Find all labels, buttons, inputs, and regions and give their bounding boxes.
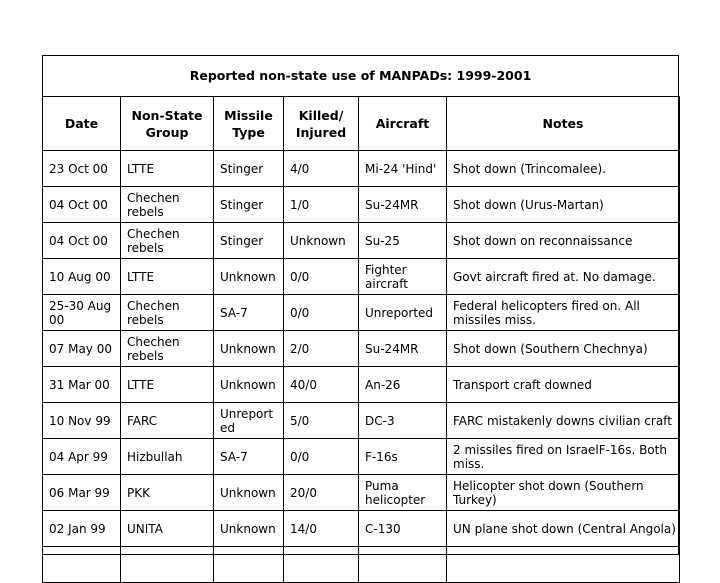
- header-missile: Missile Type: [214, 97, 284, 151]
- cell-aircraft: Su-24MR: [359, 187, 447, 223]
- cell-group: FARC: [121, 403, 214, 439]
- table-title: Reported non-state use of MANPADs: 1999-2001: [189, 68, 532, 83]
- cell-date: 07 May 00: [43, 331, 121, 367]
- table-row: [43, 475, 680, 511]
- cell-missile: SA-7: [214, 295, 284, 331]
- cell-aircraft: Unreported: [359, 295, 447, 331]
- table-row: [43, 223, 680, 259]
- cell-notes: Shot down on reconnaissance: [447, 223, 680, 259]
- cell-aircraft: Puma helicopter: [359, 475, 447, 511]
- cell-aircraft: C-130: [359, 511, 447, 547]
- cell-date: 04 Oct 00: [43, 223, 121, 259]
- table-row-empty: [43, 547, 680, 583]
- cell-notes: Shot down (Urus-Martan): [447, 187, 680, 223]
- table-row: [43, 511, 680, 547]
- header-notes: Notes: [447, 97, 680, 151]
- header-killed: Killed/ Injured: [284, 97, 359, 151]
- cell-aircraft: Fighter aircraft: [359, 259, 447, 295]
- header-aircraft: Aircraft: [359, 97, 447, 151]
- cell-group: LTTE: [121, 151, 214, 187]
- cell-group: UNITA: [121, 511, 214, 547]
- cell-notes: Helicopter shot down (Southern Turkey): [447, 475, 680, 511]
- cell-missile: Unknown: [214, 511, 284, 547]
- cell-killed: 0/0: [284, 259, 359, 295]
- table-row: [43, 403, 680, 439]
- cell-missile: Unknown: [214, 259, 284, 295]
- table-row: [43, 295, 680, 331]
- table-row: [43, 439, 680, 475]
- cell-notes: Govt aircraft fired at. No damage.: [447, 259, 680, 295]
- cell-aircraft: Su-24MR: [359, 331, 447, 367]
- cell-date: 23 Oct 00: [43, 151, 121, 187]
- table-row: [43, 367, 680, 403]
- cell-aircraft: An-26: [359, 367, 447, 403]
- cell-date: 06 Mar 99: [43, 475, 121, 511]
- cell-killed: Unknown: [284, 223, 359, 259]
- cell-aircraft: Su-25: [359, 223, 447, 259]
- cell-killed: 1/0: [284, 187, 359, 223]
- cell-missile: Unknown: [214, 475, 284, 511]
- cell-aircraft: Mi-24 'Hind': [359, 151, 447, 187]
- cell-missile: Unreport ed: [214, 403, 284, 439]
- table-row: [43, 151, 680, 187]
- cell-group: LTTE: [121, 367, 214, 403]
- header-group: Non-State Group: [121, 97, 214, 151]
- table-row: [43, 187, 680, 223]
- cell-date: 02 Jan 99: [43, 511, 121, 547]
- table-row: [43, 331, 680, 367]
- cell-date: 31 Mar 00: [43, 367, 121, 403]
- cell-notes: Transport craft downed: [447, 367, 680, 403]
- cell-date: 10 Nov 99: [43, 403, 121, 439]
- cell-aircraft: F-16s: [359, 439, 447, 475]
- cell-notes: 2 missiles fired on IsraelF-16s. Both miss.: [447, 439, 680, 475]
- cell-notes: Shot down (Trincomalee).: [447, 151, 680, 187]
- cell-missile: Stinger: [214, 151, 284, 187]
- cell-date: 25-30 Aug 00: [43, 295, 121, 331]
- cell-missile: SA-7: [214, 439, 284, 475]
- header-row: [43, 97, 680, 151]
- cell-group: PKK: [121, 475, 214, 511]
- cell-killed: 14/0: [284, 511, 359, 547]
- cell-missile: Stinger: [214, 223, 284, 259]
- cell-group: Chechen rebels: [121, 295, 214, 331]
- cell-missile: Stinger: [214, 187, 284, 223]
- cell-group: Hizbullah: [121, 439, 214, 475]
- cell-killed: 4/0: [284, 151, 359, 187]
- cell-date: 04 Apr 99: [43, 439, 121, 475]
- cell-group: Chechen rebels: [121, 187, 214, 223]
- cell-notes: UN plane shot down (Central Angola): [447, 511, 680, 547]
- manpads-table: [42, 96, 680, 583]
- cell-notes: FARC mistakenly downs civilian craft: [447, 403, 680, 439]
- cell-group: LTTE: [121, 259, 214, 295]
- cell-group: Chechen rebels: [121, 331, 214, 367]
- cell-notes: Federal helicopters fired on. All missiles miss.: [447, 295, 680, 331]
- cell-killed: 2/0: [284, 331, 359, 367]
- cell-date: 04 Oct 00: [43, 187, 121, 223]
- table-row: [43, 259, 680, 295]
- cell-killed: 0/0: [284, 439, 359, 475]
- cell-killed: 40/0: [284, 367, 359, 403]
- cell-missile: Unknown: [214, 331, 284, 367]
- cell-killed: 0/0: [284, 295, 359, 331]
- cell-missile: Unknown: [214, 367, 284, 403]
- cell-killed: 5/0: [284, 403, 359, 439]
- cell-killed: 20/0: [284, 475, 359, 511]
- cell-date: 10 Aug 00: [43, 259, 121, 295]
- cell-group: Chechen rebels: [121, 223, 214, 259]
- header-date: Date: [43, 97, 121, 151]
- cell-notes: Shot down (Southern Chechnya): [447, 331, 680, 367]
- cell-aircraft: DC-3: [359, 403, 447, 439]
